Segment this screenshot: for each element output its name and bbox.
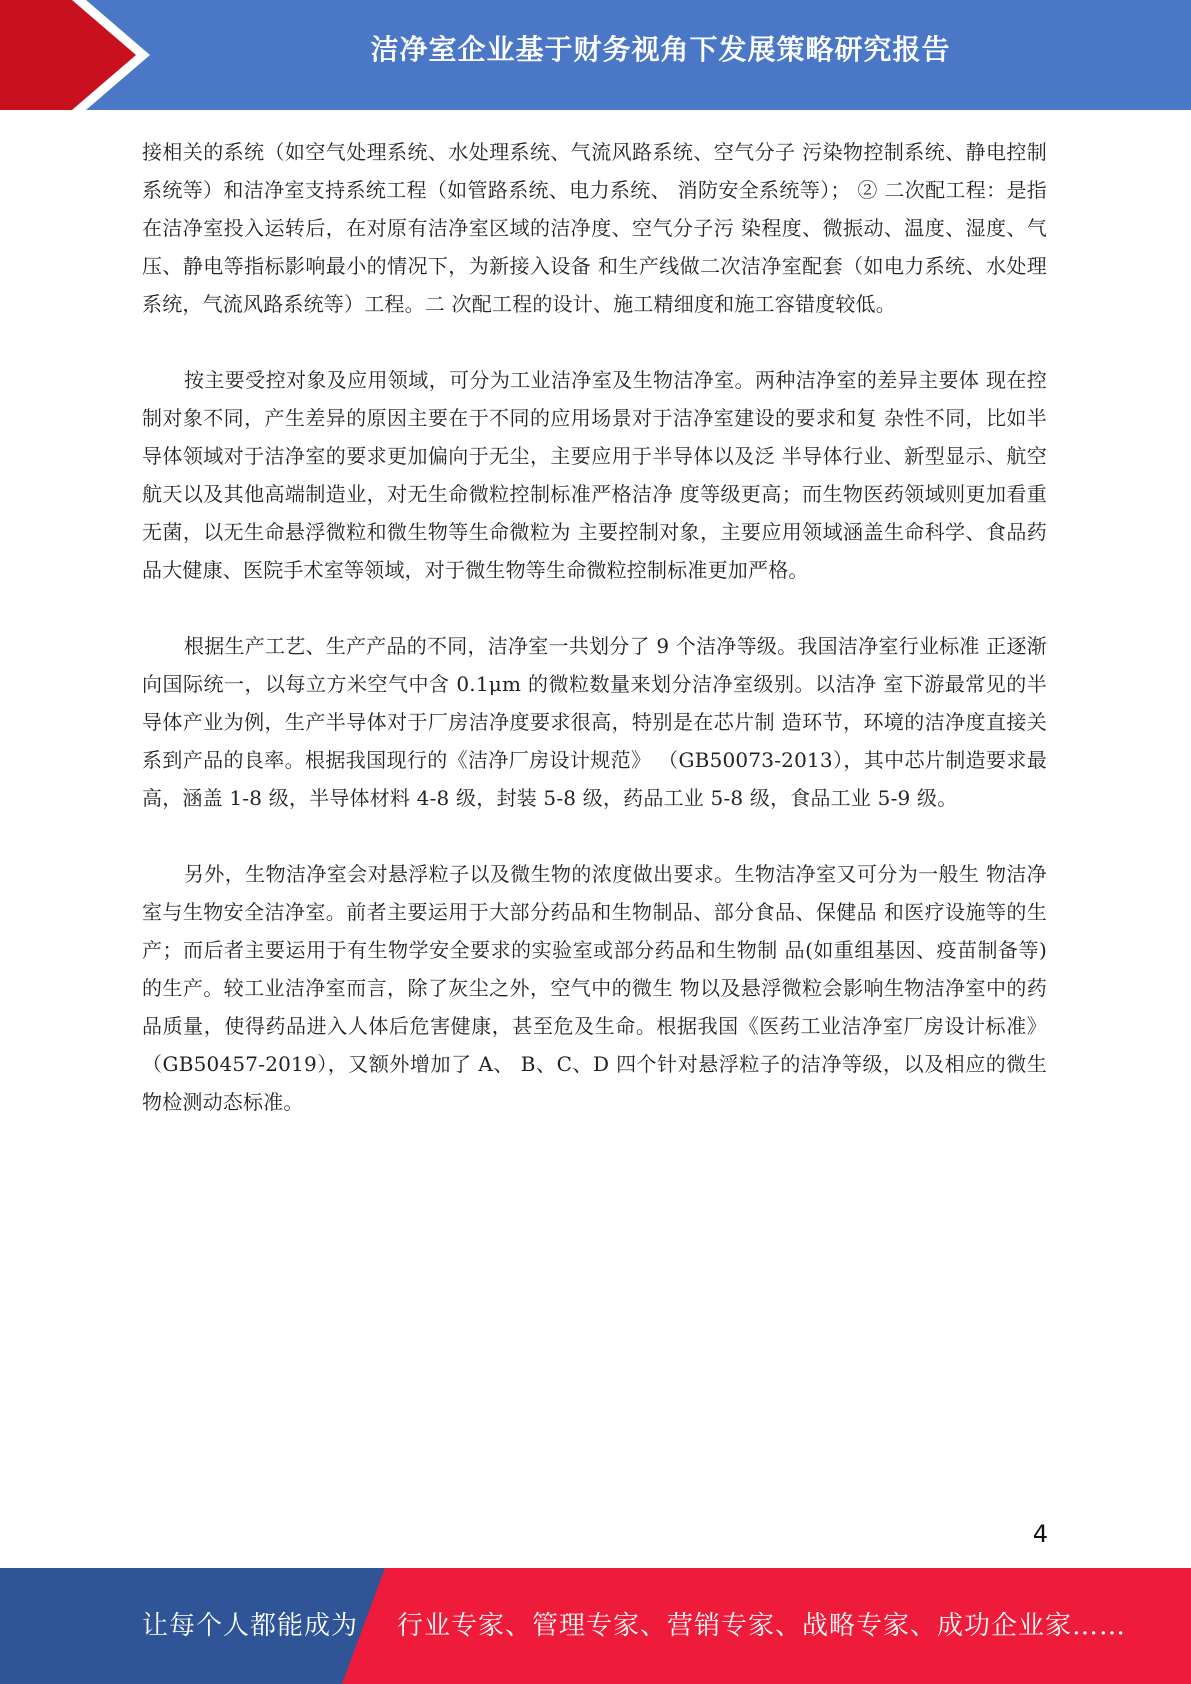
page-header bbox=[0, 0, 1191, 110]
paragraph: 按主要受控对象及应用领域，可分为工业洁净室及生物洁净室。两种洁净室的差异主要体 现在控制对象不同，产生差异的原因主要在于不同的应用场景对于洁净室建设的要求和复 杂性不同，比如半导体领域对于洁净室的要求更加偏向于无尘，主要应用于半导体以及泛 半导体行业、新型显示、航空航天以及其他高端制造业，对无生命微粒控制标准严格洁净 度等级更高；而生物医药领域则更加看重无菌，以无生命悬浮微粒和微生物等生命微粒为 主要控制对象，主要应用领域涵盖生命科学、食品药品大健康、医院手术室等领域，对于微生物等生命微粒控制标准更加严格。 bbox=[142, 368, 1047, 582]
footer-slogan-right: 行业专家、管理专家、营销专家、战略专家、成功企业家…… bbox=[397, 1611, 1127, 1641]
document-body bbox=[142, 133, 1047, 1159]
page-footer bbox=[0, 1568, 1191, 1684]
paragraph: 另外，生物洁净室会对悬浮粒子以及微生物的浓度做出要求。生物洁净室又可分为一般生 物洁净室与生物安全洁净室。前者主要运用于大部分药品和生物制品、部分食品、保健品 和医疗设施等的生产；而后者主要运用于有生物学安全要求的实验室或部分药品和生物制 品(如重组基因、疫苗制备等)的生产。较工业洁净室而言，除了灰尘之外，空气中的微生 物以及悬浮微粒会影响生物洁净室中的药品质量，使得药品进入人体后危害健康，甚至危及生命。根据我国《医药工业洁净室厂房设计标准》（GB50457-2019），又额外增加了 A、 B、C、D 四个针对悬浮粒子的洁净等级，以及相应的微生物检测动态标准。 bbox=[142, 862, 1047, 1114]
paragraph: 接相关的系统（如空气处理系统、水处理系统、气流风路系统、空气分子 污染物控制系统、静电控制系统等）和洁净室支持系统工程（如管路系统、电力系统、 消防安全系统等）； ② 二次配工程：是指在洁净室投入运转后，在对原有洁净室区域的洁净度、空气分子污 染程度、微振动、温度、湿度、气压、静电等指标影响最小的情况下，为新接入设备 和生产线做二次洁净室配套（如电力系统、水处理系统，气流风路系统等）工程。二 次配工程的设计、施工精细度和施工容错度较低。 bbox=[142, 140, 1047, 316]
page-number: 4 bbox=[1032, 1520, 1048, 1548]
red-chevron-icon bbox=[0, 0, 160, 110]
report-title: 洁净室企业基于财务视角下发展策略研究报告 bbox=[370, 33, 951, 66]
paragraph: 根据生产工艺、生产产品的不同，洁净室一共划分了 9 个洁净等级。我国洁净室行业标准 正逐渐向国际统一，以每立方米空气中含 0.1μm 的微粒数量来划分洁净室级别。以洁净 室下游最常见的半导体产业为例，生产半导体对于厂房洁净度要求很高，特别是在芯片制 造环节，环境的洁净度直接关系到产品的良率。根据我国现行的《洁净厂房设计规范》 （GB50073-2013），其中芯片制造要求最高，涵盖 1-8 级，半导体材料 4-8 级，封装 5-8 级，药品工业 5-8 级，食品工业 5-9 级。 bbox=[142, 634, 1047, 810]
footer-slogan-left: 让每个人都能成为 bbox=[142, 1611, 359, 1641]
